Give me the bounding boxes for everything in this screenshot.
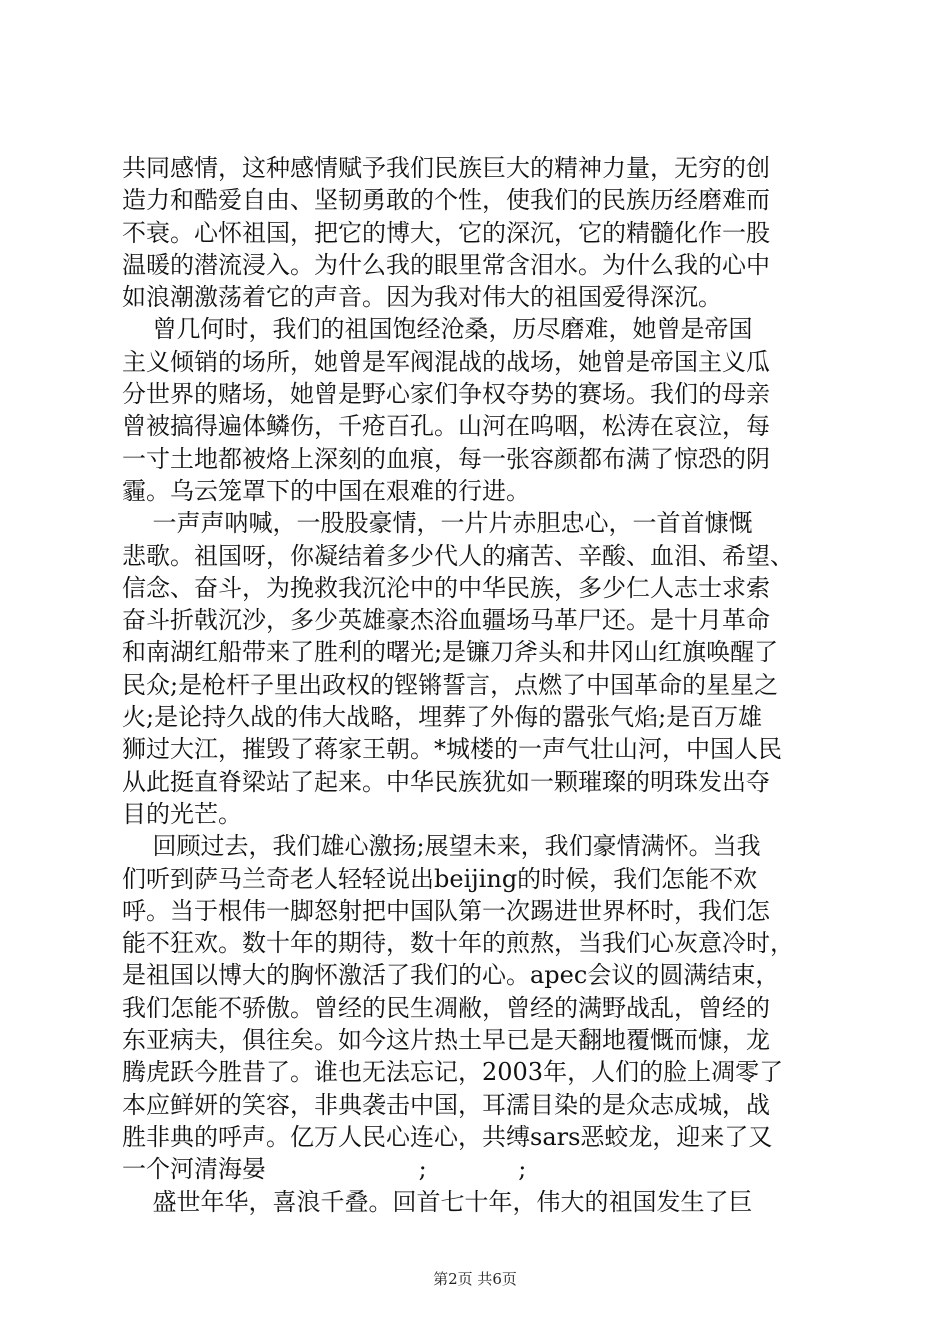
text-line: 从此挺直脊梁站了起来。中华民族犹如一颗璀璨的明珠发出夺 (122, 767, 770, 796)
text-line: 一个河清海晏 ; ; (122, 1155, 527, 1184)
text-line: 曾被搞得遍体鳞伤，千疮百孔。山河在呜咽，松涛在哀泣，每 (122, 412, 770, 441)
text-line: 曾几何时，我们的祖国饱经沧桑，历尽磨难，她曾是帝国 (122, 315, 753, 344)
text-line: 霾。乌云笼罩下的中国在艰难的行进。 (122, 476, 530, 505)
text-line: 温暖的潜流浸入。为什么我的眼里常含泪水。为什么我的心中 (122, 250, 770, 279)
text-line: 造力和酷爱自由、坚韧勇敢的个性，使我们的民族历经磨难而 (122, 186, 770, 215)
text-line: 奋斗折戟沉沙，多少英雄豪杰浴血疆场马革尸还。是十月革命 (122, 606, 770, 635)
text-line: 腾虎跃今胜昔了。谁也无法忘记，2003年，人们的脸上凋零了 (122, 1058, 784, 1087)
text-line: 盛世年华，喜浪千叠。回首七十年，伟大的祖国发生了巨 (122, 1187, 753, 1216)
text-line: 们听到萨马兰奇老人轻轻说出beijing的时候，我们怎能不欢 (122, 864, 758, 893)
text-line: 胜非典的呼声。亿万人民心连心，共缚sars恶蛟龙，迎来了又 (122, 1122, 773, 1151)
text-line: 目的光芒。 (122, 799, 242, 828)
text-line: 悲歌。祖国呀，你凝结着多少代人的痛苦、辛酸、血泪、希望、 (122, 541, 794, 570)
text-line: 是祖国以博大的胸怀激活了我们的心。apec会议的圆满结束， (122, 961, 780, 990)
text-line: 和南湖红船带来了胜利的曙光;是镰刀斧头和井冈山红旗唤醒了 (122, 638, 779, 667)
text-line: 共同感情，这种感情赋予我们民族巨大的精神力量，无穷的创 (122, 154, 770, 182)
text-line: 本应鲜妍的笑容，非典袭击中国，耳濡目染的是众志成城，战 (122, 1090, 770, 1119)
text-line: 一寸土地都被烙上深刻的血痕，每一张容颜都布满了惊恐的阴 (122, 444, 770, 473)
text-line: 一声声呐喊，一股股豪情，一片片赤胆忠心，一首首慷慨 (122, 509, 753, 538)
text-line: 能不狂欢。数十年的期待，数十年的煎熬，当我们心灰意冷时， (122, 929, 794, 958)
text-line: 信念、奋斗，为挽救我沉沦中的中华民族，多少仁人志士求索 (122, 573, 770, 602)
text-line: 回顾过去，我们雄心激扬;展望未来，我们豪情满怀。当我 (122, 832, 761, 861)
text-line: 不衰。心怀祖国，把它的博大，它的深沉，它的精髓化作一股 (122, 218, 770, 247)
text-line: 火;是论持久战的伟大战略，埋葬了外侮的嚣张气焰;是百万雄 (122, 703, 763, 732)
page-footer: 第2页 共6页 (433, 1270, 517, 1288)
document-body (122, 152, 842, 1218)
text-line: 如浪潮激荡着它的声音。因为我对伟大的祖国爱得深沉。 (122, 283, 722, 312)
text-line: 分世界的赌场，她曾是野心家们争权夺势的赛场。我们的母亲 (122, 380, 770, 409)
text-line: 民众;是枪杆子里出政权的铿锵誓言，点燃了中国革命的星星之 (122, 670, 779, 699)
text-line: 主义倾销的场所，她曾是军阀混战的战场，她曾是帝国主义瓜 (122, 347, 770, 376)
text-line: 我们怎能不骄傲。曾经的民生凋敝，曾经的满野战乱，曾经的 (122, 993, 770, 1022)
text-line: 东亚病夫，俱往矣。如今这片热土早已是天翻地覆慨而慷，龙 (122, 1026, 770, 1055)
text-line: 呼。当于根伟一脚怒射把中国队第一次踢进世界杯时，我们怎 (122, 896, 770, 925)
text-line: 狮过大江，摧毁了蒋家王朝。*城楼的一声气壮山河，中国人民 (122, 735, 782, 764)
